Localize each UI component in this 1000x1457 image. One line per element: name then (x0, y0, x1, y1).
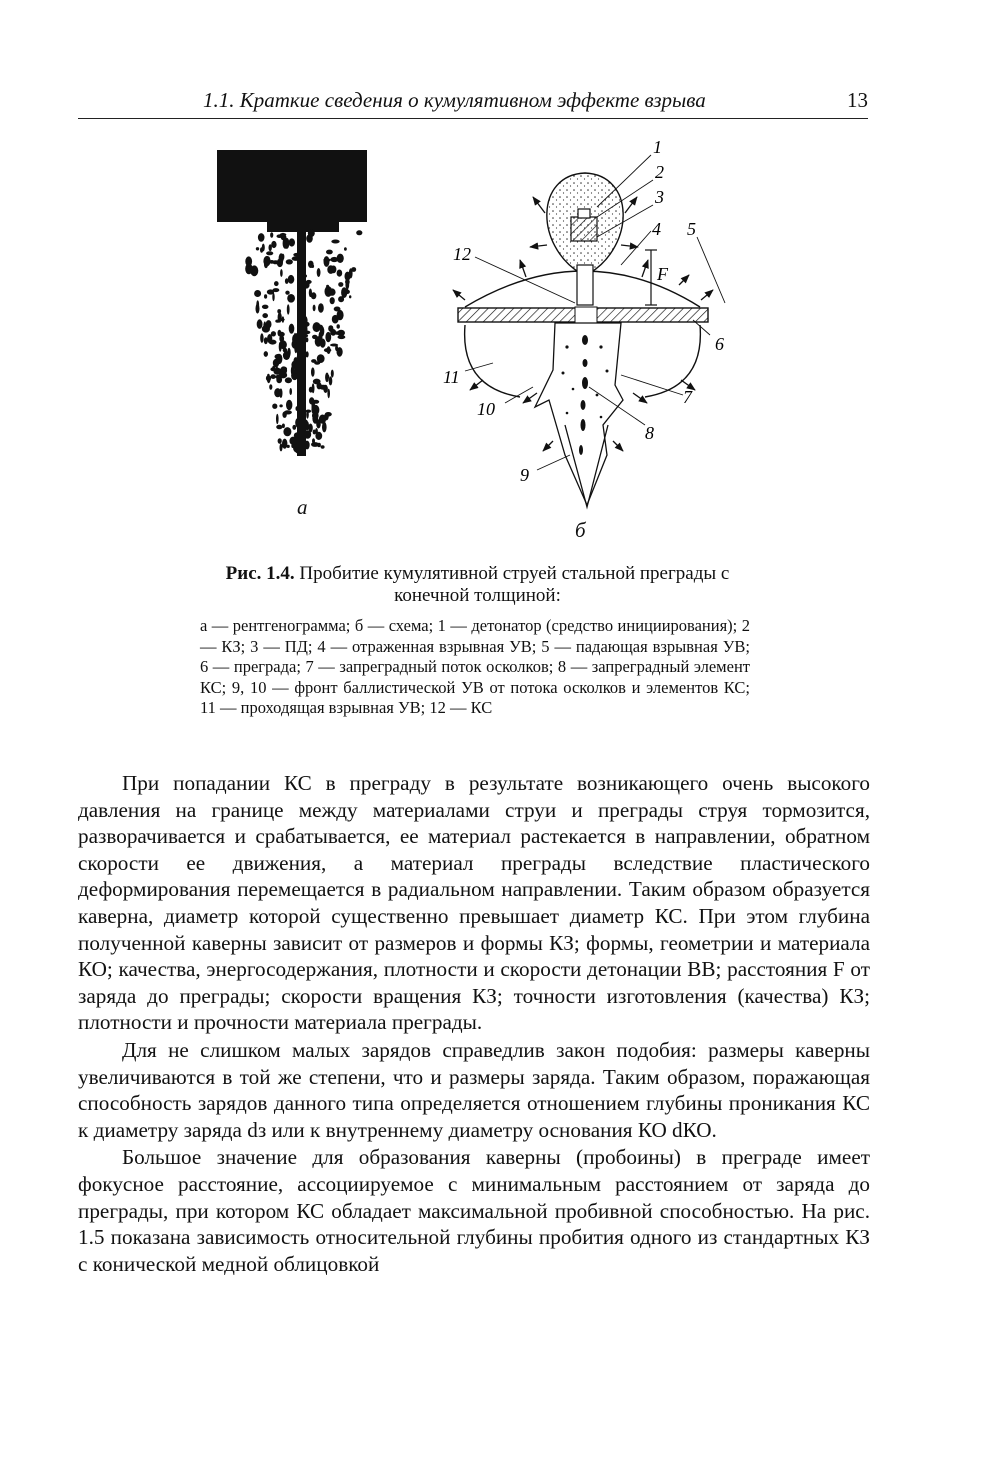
radiograph-image (205, 150, 405, 480)
callout-10: 10 (477, 399, 495, 419)
figure-caption (205, 563, 750, 607)
callout-3: 3 (655, 187, 664, 207)
figure-part-a-label: а (297, 495, 308, 519)
callout-8: 8 (645, 423, 654, 443)
callout-9: 9 (520, 465, 529, 485)
callout-7: 7 (683, 387, 692, 407)
running-title: 1.1. Краткие сведения о кумулятивном эффекте взрыва (203, 88, 706, 112)
callout-11: 11 (443, 367, 460, 387)
callout-2: 2 (655, 162, 664, 182)
schematic-diagram (425, 125, 745, 545)
callout-4: 4 (652, 219, 661, 239)
callout-5: 5 (687, 219, 696, 239)
figure-part-b-label: б (575, 518, 586, 542)
dimension-F: F (657, 264, 668, 284)
paragraph-3: Большое значение для образования каверны (пробоины) в преграде имеет фокусное расстояние, ассоциируемое с минимальным расстоянием от заряда до преграды, при котором КС обладает максимальной пробивной способностью. На рис. 1.5 показана зависимость относительной глубины пробития одного из стандартных КЗ с конической медной облицовкой (78, 1145, 870, 1276)
callout-1: 1 (653, 137, 662, 157)
figure-legend (200, 616, 750, 719)
body-text (78, 770, 870, 1278)
caption-label: Рис. 1.4. (225, 563, 295, 584)
callout-12: 12 (453, 244, 471, 264)
paragraph-2: Для не слишком малых зарядов справедлив закон подобия: размеры каверны увеличиваются в той же степени, что и размеры заряда. Таким образом, поражающая способность зарядов данного типа определяется отношением глубины проникания КС к диаметру заряда dз или к внутреннему диаметру основания КО dКО. (78, 1037, 870, 1142)
caption-text: Пробитие кумулятивной струей стальной преграды с конечной толщиной: (299, 563, 730, 606)
page-number: 13 (847, 88, 868, 112)
legend-text: а — рентгенограмма; б — схема; 1 — детонатор (средство инициирования); 2 — КЗ; 3 — ПД; 4 — отраженная взрывная УВ; 5 — падающая взрывная УВ; 6 — преграда; 7 — запреградный поток осколков; 8 — запреградный элемент КС; 9, 10 — фронт баллистической УВ от потока осколков и элементов КС; 11 — проходящая взрывная УВ; 12 — КС (200, 616, 750, 717)
callout-6: 6 (715, 334, 724, 354)
paragraph-1: При попадании КС в преграду в результате возникающего очень высокого давления на границе между материалами струи и преграды струя тормозится, разворачивается и срабатывается, ее материал растекается в направлении, обратном скорости ее движения, а материал преграды вследствие пластического деформирования перемещается в радиальном направлении. Таким образом образуется каверна, диаметр которой существенно превышает диаметр КС. При этом глубина полученной каверны зависит от размеров и формы КЗ; формы, геометрии и материала КО; качества, энергосодержания, плотности и скорости детонации ВВ; расстояния F от заряда до преграды; скорости вращения КЗ; точности изготовления (качества) КЗ; плотности и прочности материала преграды. (78, 771, 870, 1035)
running-header (78, 86, 868, 119)
